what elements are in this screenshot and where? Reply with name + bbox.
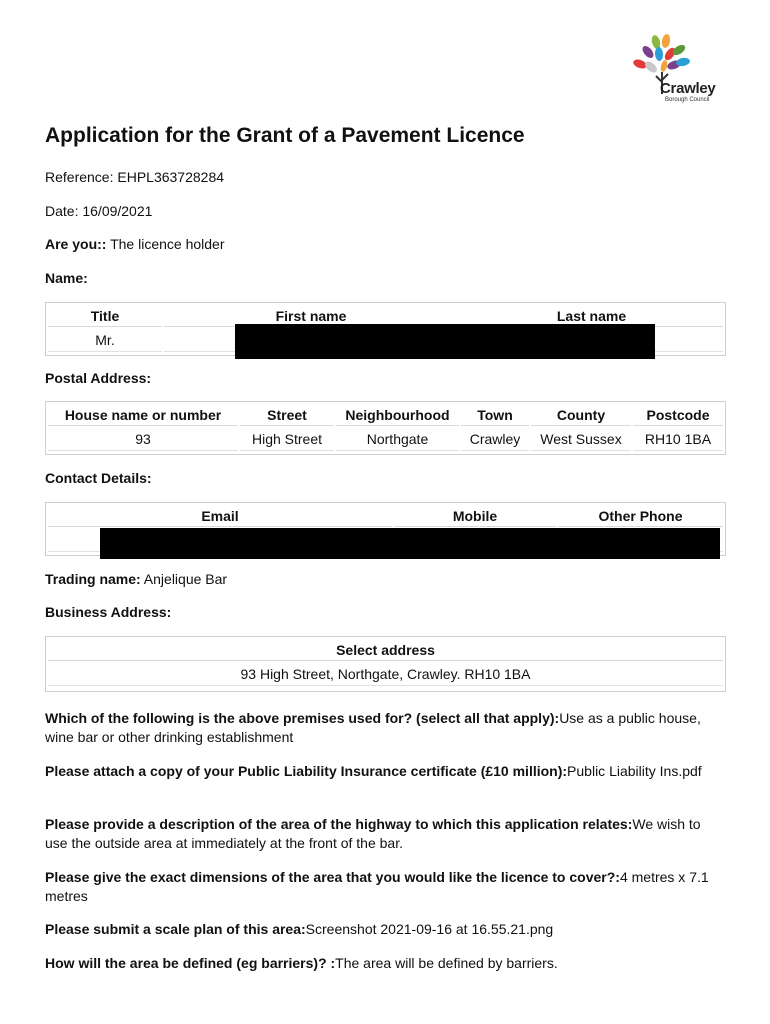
answer: The area will be defined by barriers. [335, 955, 558, 971]
answer: Public Liability Ins.pdf [567, 763, 702, 779]
postal-cell-neighbourhood: Northgate [336, 428, 459, 451]
postal-cell-postcode: RH10 1BA [633, 428, 723, 451]
logo-wordmark: Crawley [660, 80, 716, 97]
trading-label: Trading name: [45, 571, 141, 587]
postal-table [45, 401, 726, 455]
name-header-last: Last name [460, 305, 723, 327]
question: Which of the following is the above premises used for? (select all that apply): [45, 710, 560, 726]
name-header-first: First name [164, 305, 458, 327]
page-title: Application for the Grant of a Pavement Licence [45, 124, 525, 147]
logo-subtitle: Borough Council [665, 97, 710, 103]
answer: We wish to use the outside area at immediately at the front of the bar. [45, 816, 701, 851]
business-table [45, 636, 726, 692]
business-heading: Business Address: [45, 604, 172, 620]
are-you-label: Are you:: [45, 236, 107, 252]
question: Please give the exact dimensions of the area that you would like the licence to cover?: [45, 869, 620, 885]
business-header: Select address [48, 639, 723, 661]
postal-cell-street: High Street [240, 428, 334, 451]
question: How will the area be defined (eg barriers)? : [45, 955, 336, 971]
qa-dimensions [45, 868, 725, 906]
qa-description [45, 815, 725, 853]
business-address-value: 93 High Street, Northgate, Crawley. RH10 1BA [48, 663, 723, 686]
contact-header-other-phone: Other Phone [558, 505, 723, 527]
name-header-title: Title [48, 305, 162, 327]
postal-header-county: County [531, 404, 631, 426]
name-heading: Name: [45, 270, 88, 286]
qa-insurance [45, 762, 725, 781]
contact-header-mobile: Mobile [394, 505, 556, 527]
postal-header-house: House name or number [48, 404, 238, 426]
answer: Screenshot 2021-09-16 at 16.55.21.png [305, 921, 554, 937]
reference-line: Reference: EHPL363728284 [45, 169, 225, 185]
qa-usage [45, 709, 725, 747]
question: Please submit a scale plan of this area: [45, 921, 306, 937]
qa-barriers [45, 954, 725, 973]
date-line: Date: 16/09/2021 [45, 203, 153, 219]
trading-line [45, 570, 227, 589]
answer: Use as a public house, wine bar or other drinking establishment [45, 710, 701, 745]
contact-header-email: Email [48, 505, 392, 527]
postal-header-town: Town [461, 404, 529, 426]
postal-header-neighbourhood: Neighbourhood [336, 404, 459, 426]
name-cell-title: Mr. [48, 329, 162, 352]
postal-cell-house: 93 [48, 428, 238, 451]
postal-cell-county: West Sussex [531, 428, 631, 451]
question: Please attach a copy of your Public Liability Insurance certificate (£10 million): [45, 763, 568, 779]
postal-header-street: Street [240, 404, 334, 426]
are-you-line [45, 235, 225, 254]
contact-heading: Contact Details: [45, 470, 152, 486]
redaction-bar [235, 324, 655, 359]
postal-heading: Postal Address: [45, 370, 152, 386]
question: Please provide a description of the area of the highway to which this application relates: [45, 816, 633, 832]
redaction-bar [100, 528, 720, 559]
answer: 4 metres x 7.1 metres [45, 869, 709, 904]
postal-cell-town: Crawley [461, 428, 529, 451]
postal-header-postcode: Postcode [633, 404, 723, 426]
trading-value: Anjelique Bar [140, 571, 228, 587]
qa-scale-plan [45, 920, 725, 939]
are-you-value: The licence holder [106, 236, 225, 252]
